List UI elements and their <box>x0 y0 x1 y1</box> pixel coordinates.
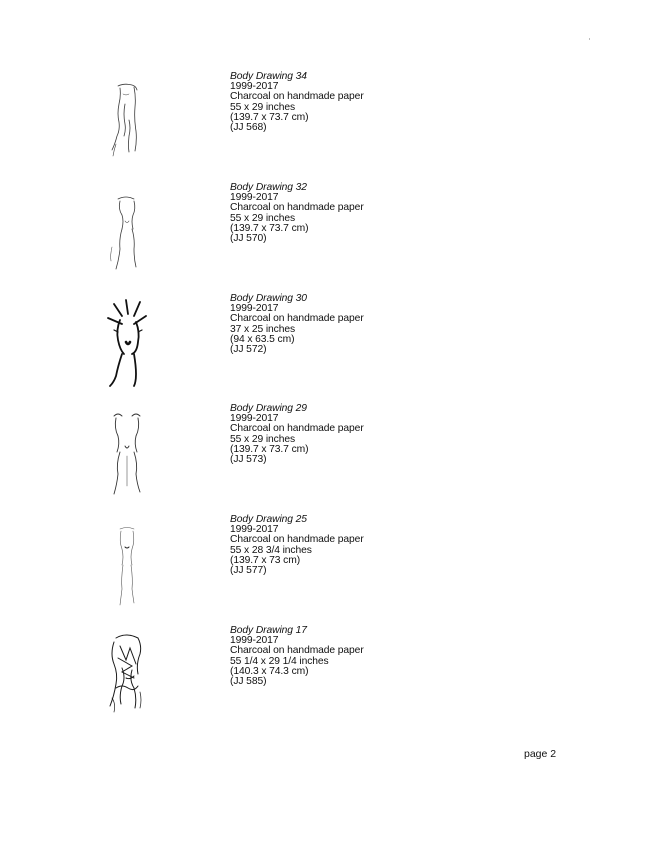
artwork-medium: Charcoal on handmade paper <box>230 645 364 657</box>
artwork-entry <box>0 72 657 172</box>
artwork-catalog-number: (JJ 577) <box>230 565 267 577</box>
artwork-title: Body Drawing 25 <box>230 514 307 525</box>
artwork-medium: Charcoal on handmade paper <box>230 313 364 325</box>
artwork-medium: Charcoal on handmade paper <box>230 202 364 214</box>
artwork-thumbnail <box>96 296 158 388</box>
artwork-catalog-number: (JJ 585) <box>230 676 267 688</box>
artwork-medium: Charcoal on handmade paper <box>230 423 364 435</box>
artwork-caption <box>230 404 364 465</box>
artwork-medium: Charcoal on handmade paper <box>230 91 364 103</box>
paper-speck <box>589 38 590 40</box>
artwork-dimensions-inches: 55 x 29 inches <box>230 212 296 224</box>
artwork-entry <box>0 626 657 726</box>
artwork-dimensions-cm: (139.7 x 73.7 cm) <box>230 222 309 234</box>
artwork-dimensions-cm: (139.7 x 73.7 cm) <box>230 111 309 123</box>
artwork-dimensions-cm: (139.7 x 73.7 cm) <box>230 443 309 455</box>
artwork-dimensions-inches: 55 1/4 x 29 1/4 inches <box>230 655 329 667</box>
artwork-entry <box>0 183 657 283</box>
artwork-title: Body Drawing 29 <box>230 403 307 414</box>
artwork-entry <box>0 294 657 394</box>
artwork-thumbnail <box>96 517 158 609</box>
artwork-catalog-number: (JJ 572) <box>230 344 267 356</box>
artwork-thumbnail <box>96 74 158 166</box>
artwork-dimensions-inches: 37 x 25 inches <box>230 323 296 335</box>
artwork-dimensions-cm: (139.7 x 73 cm) <box>230 554 301 566</box>
artwork-dimensions-inches: 55 x 29 inches <box>230 101 296 113</box>
artwork-dimensions-cm: (140.3 x 74.3 cm) <box>230 665 309 677</box>
artwork-title: Body Drawing 30 <box>230 293 307 304</box>
artwork-catalog-number: (JJ 570) <box>230 233 267 245</box>
artwork-caption <box>230 183 364 244</box>
artwork-caption <box>230 72 364 133</box>
artwork-dimensions-inches: 55 x 29 inches <box>230 433 296 445</box>
artwork-title: Body Drawing 34 <box>230 71 307 82</box>
artwork-years: 1999-2017 <box>230 413 279 425</box>
artwork-catalog-number: (JJ 568) <box>230 122 267 134</box>
artwork-entry <box>0 404 657 504</box>
artwork-years: 1999-2017 <box>230 81 279 93</box>
artwork-title: Body Drawing 32 <box>230 182 307 193</box>
page-number: page 2 <box>524 748 557 760</box>
artwork-thumbnail <box>96 185 158 277</box>
artwork-caption <box>230 515 364 576</box>
artwork-years: 1999-2017 <box>230 635 279 647</box>
artwork-thumbnail <box>96 628 158 720</box>
artwork-entry <box>0 515 657 615</box>
artwork-years: 1999-2017 <box>230 303 279 315</box>
artwork-medium: Charcoal on handmade paper <box>230 534 364 546</box>
artwork-years: 1999-2017 <box>230 524 279 536</box>
artwork-dimensions-inches: 55 x 28 3/4 inches <box>230 544 312 556</box>
artwork-thumbnail <box>96 406 158 498</box>
artwork-caption <box>230 294 364 355</box>
artwork-catalog-number: (JJ 573) <box>230 454 267 466</box>
artwork-dimensions-cm: (94 x 63.5 cm) <box>230 333 295 345</box>
artwork-caption <box>230 626 364 687</box>
artwork-years: 1999-2017 <box>230 192 279 204</box>
artwork-title: Body Drawing 17 <box>230 625 307 636</box>
